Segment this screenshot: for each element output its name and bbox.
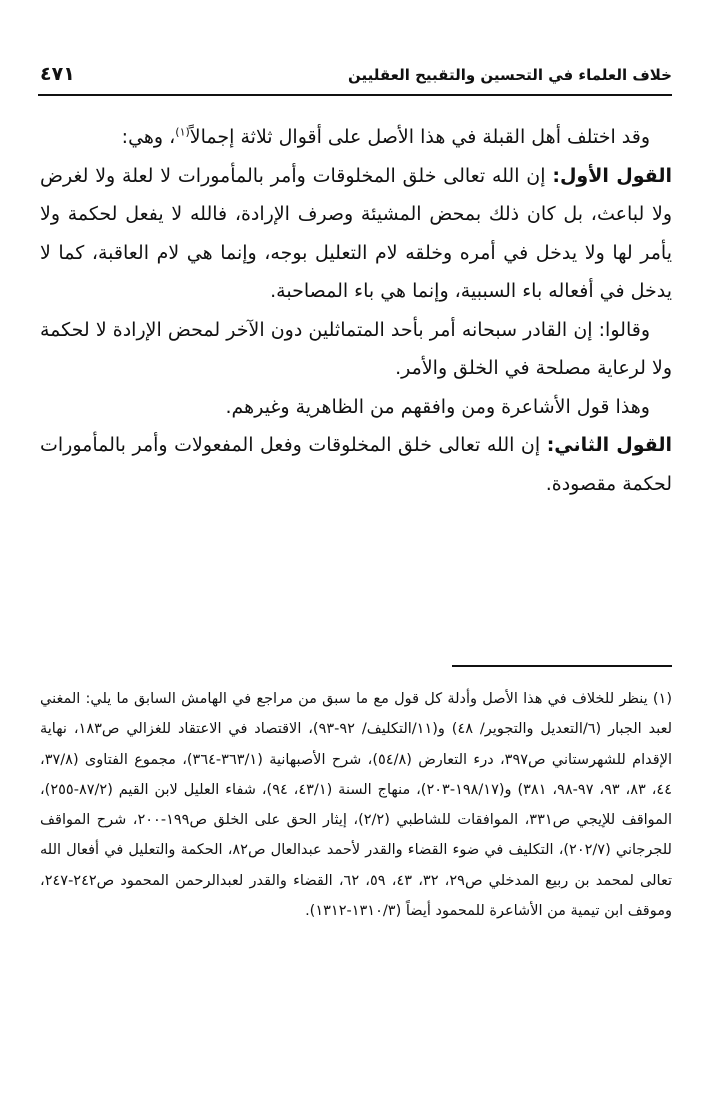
footnote-ref-1: (١) bbox=[175, 125, 190, 139]
intro-text: وقد اختلف أهل القبلة في هذا الأصل على أقوال ثلاثة إجمالاً bbox=[189, 126, 650, 148]
page-number: ٤٧١ bbox=[40, 63, 75, 85]
second-opinion-label: القول الثاني: bbox=[546, 434, 672, 456]
footnotes-section bbox=[40, 684, 672, 926]
first-opinion-label: القول الأول: bbox=[552, 164, 672, 187]
running-header-title: خلاف العلماء في التحسين والتقبيح العقليين bbox=[347, 66, 672, 84]
second-opinion-text: إن الله تعالى خلق المخلوقات وفعل المفعولات وأمر بالمأمورات لحكمة مقصودة. bbox=[40, 434, 672, 495]
first-opinion-attribution: وهذا قول الأشاعرة ومن وافقهم من الظاهرية وغيرهم. bbox=[225, 395, 650, 418]
second-opinion-paragraph bbox=[40, 426, 672, 503]
intro-tail: ، وهي: bbox=[121, 126, 176, 148]
first-opinion-text: إن الله تعالى خلق المخلوقات وأمر بالمأمورات لا لعلة ولا لغرض ولا لباعث، بل كان ذلك بمحض المشيئة وصرف الإرادة، فالله لا يفعل لحكمة ولا يأمر لها ولا يدخل في أمره وخلقه لام التعليل بوجه، وإنما هي لام العاقبة، كما لا يدخل في أفعاله باء السببية، وإنما هي باء المصاحبة. bbox=[40, 164, 672, 302]
first-opinion-paragraph bbox=[40, 157, 672, 311]
main-text bbox=[40, 118, 672, 503]
header-divider bbox=[38, 94, 672, 96]
intro-paragraph bbox=[40, 118, 672, 157]
footnote-divider bbox=[452, 665, 672, 667]
first-opinion-said-paragraph: وقالوا: إن القادر سبحانه أمر بأحد المتماثلين دون الآخر لمحض الإرادة لا لحكمة ولا لرعاية مصلحة في الخلق والأمر. bbox=[40, 318, 672, 379]
footnote-1: (١) ينظر للخلاف في هذا الأصل وأدلة كل قول مع ما سبق من مراجع في الهامش السابق ما يلي: المغني لعبد الجبار (٦/التعديل والتجوير/ ٤٨) و(١١/التكليف/ ٩٢-٩٣)، الاقتصاد في الاعتقاد للغزالي ص١٨٣، نهاية الإقدام للشهرستاني ص٣٩٧، درء التعارض (٥٤/٨)، شرح الأصبهانية (٣٦٣/١-٣٦٤)، مجموع الفتاوى (٣٧/٨، ٤٤، ٨٣، ٩٣، ٩٧-٩٨، ٣٨١) و(١٩٨/١٧-٢٠٣)، منهاج السنة (٤٣/١، ٩٤)، شفاء العليل لابن القيم (٨٧/٢-٢٥٥)، المواقف للإيجي ص٣٣١، الموافقات للشاطبي (٢/٢)، إيثار الحق على الخلق ص١٩٩-٢٠٠، شرح المواقف للجرجاني (٢٠٢/٧)، التكليف في ضوء القضاء والقدر لأحمد عبدالعال ص٨٢، الحكمة والتعليل في أفعال الله تعالى لمحمد بن ربيع المدخلي ص٢٩، ٣٢، ٤٣، ٥٩، ٦٢، القضاء والقدر لعبدالرحمن المحمود ص٢٤٢-٢٤٧، وموقف ابن تيمية من الأشاعرة للمحمود أيضاً (١٣١٠/٣-١٣١٢). bbox=[40, 691, 673, 920]
running-header bbox=[40, 60, 672, 92]
